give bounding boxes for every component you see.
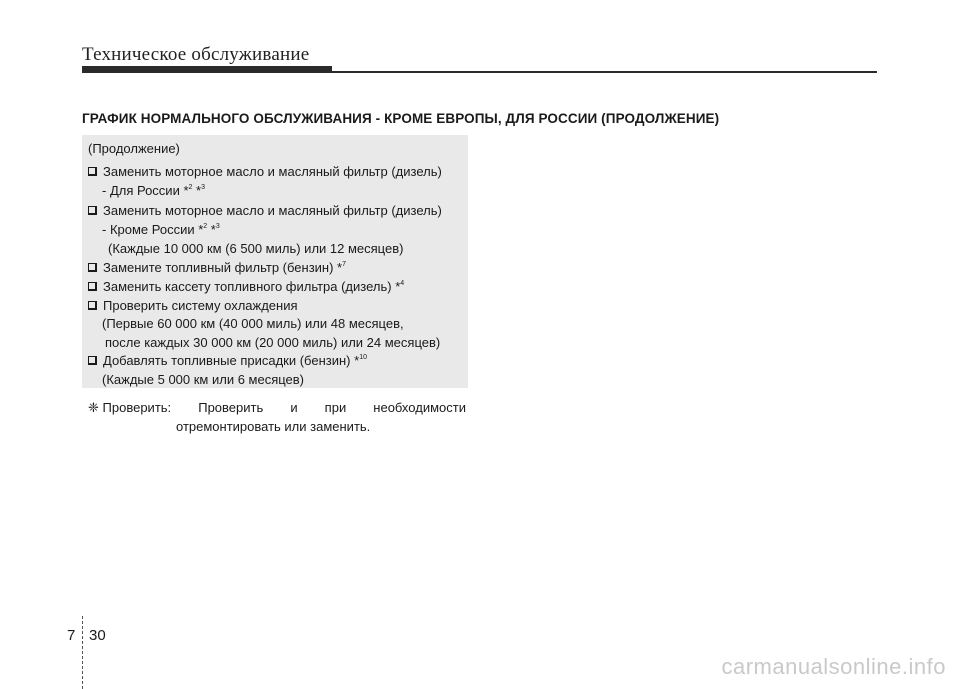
footer-divider: [82, 616, 83, 689]
header-title: Техническое обслуживание: [82, 44, 310, 65]
note-word: и: [290, 400, 298, 415]
note-word: необходимости: [373, 400, 466, 415]
list-item-interval: после каждых 30 000 км (20 000 миль) или 24 месяцев): [105, 335, 441, 350]
checkbox-icon: [88, 167, 97, 176]
list-item: Заменить моторное масло и масляный фильтр (дизель): [88, 164, 442, 180]
checkbox-icon: [88, 206, 97, 215]
list-item: Добавлять топливные присадки (бензин) *$^{10}$: [88, 353, 367, 369]
page-number: 30: [89, 627, 106, 644]
watermark: carmanualsonline.info: [721, 654, 946, 679]
inspection-note: [88, 398, 466, 436]
list-item-interval: (Первые 60 000 км (40 000 миль) или 48 месяцев,: [102, 316, 404, 331]
list-item: Проверить систему охлаждения: [88, 298, 298, 314]
list-item-sub: - Для России *$^2$ *$^3$: [102, 183, 205, 198]
note-word: Проверить: [198, 400, 264, 415]
section-heading: ГРАФИК НОРМАЛЬНОГО ОБСЛУЖИВАНИЯ - КРОМЕ ЕВРОПЫ, ДЛЯ РОССИИ (ПРОДОЛЖЕНИЕ): [82, 111, 720, 126]
list-item: Заменить кассету топливного фильтра (дизель) *$^4$: [88, 279, 404, 295]
list-item-interval: (Каждые 10 000 км (6 500 миль) или 12 месяцев): [108, 241, 404, 256]
chapter-number: 7: [67, 627, 76, 644]
list-item-sub: - Кроме России *$^2$ *$^3$: [102, 222, 220, 237]
continued-label: (Продолжение): [88, 141, 180, 156]
list-item: Заменить моторное масло и масляный фильтр (дизель): [88, 203, 442, 219]
checkbox-icon: [88, 301, 97, 310]
note-word: при: [324, 400, 347, 415]
checkbox-icon: [88, 356, 97, 365]
header-rule-thin: [332, 71, 877, 73]
note-symbol-icon: ❈: [88, 400, 99, 415]
checkbox-icon: [88, 282, 97, 291]
note-label: Проверить:: [102, 400, 172, 415]
header-rule-thick: [82, 66, 332, 73]
note-first-line: [88, 398, 466, 417]
note-second-line: отремонтировать или заменить.: [176, 419, 371, 434]
list-item-interval: (Каждые 5 000 км или 6 месяцев): [102, 372, 305, 387]
list-item: Замените топливный фильтр (бензин) *$^7$: [88, 260, 346, 276]
checkbox-icon: [88, 263, 97, 272]
